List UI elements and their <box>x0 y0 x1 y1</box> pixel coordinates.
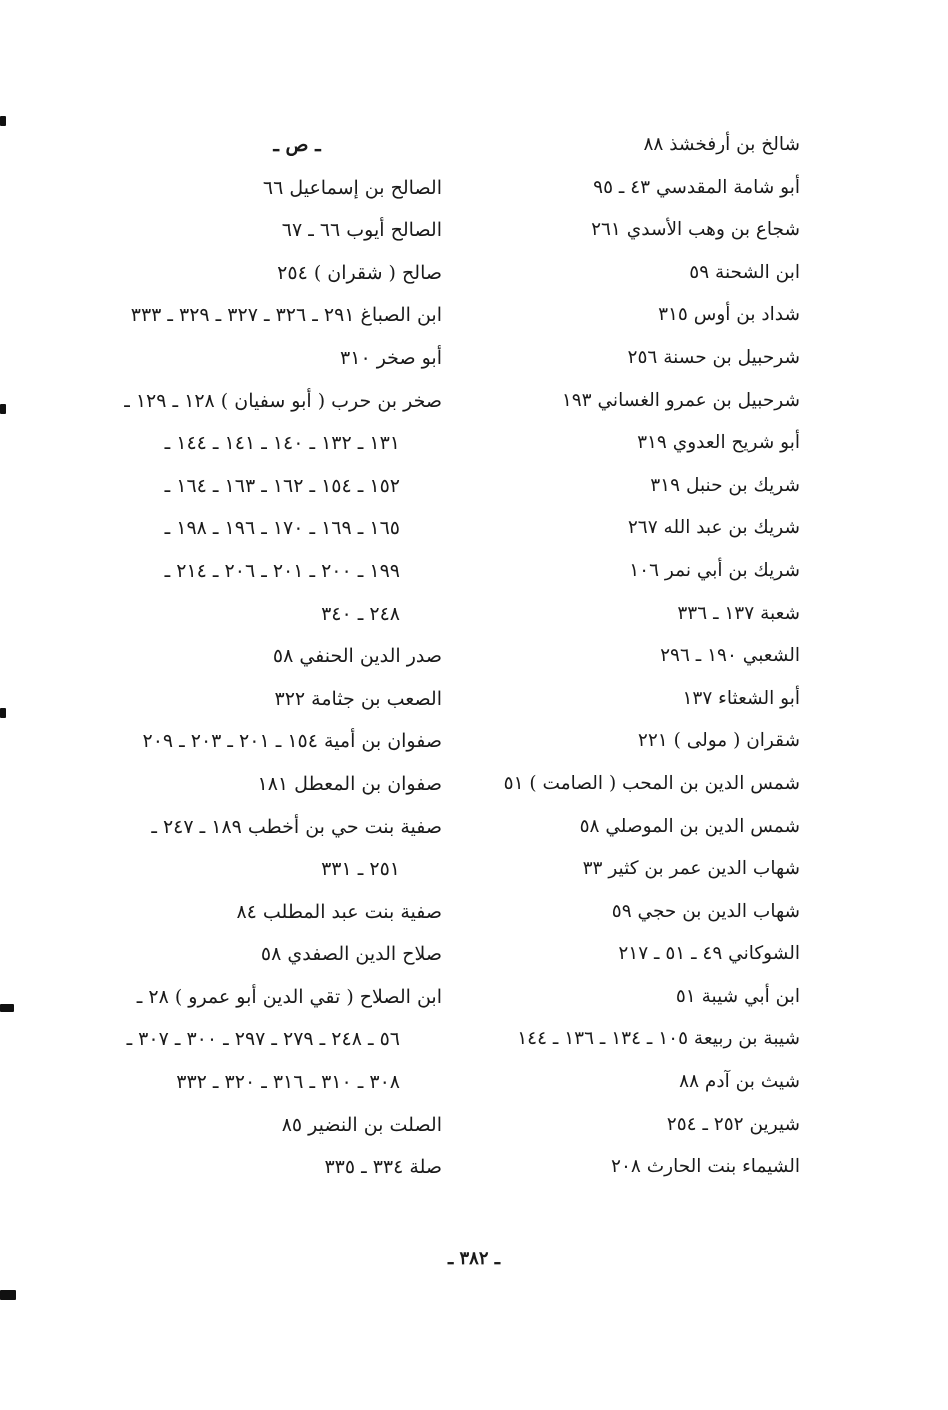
index-entry: صلاح الدين الصفدي ٥٨ <box>260 943 442 966</box>
index-entry-continuation: ١٩٩ ـ ٢٠٠ ـ ٢٠١ ـ ٢٠٦ ـ ٢١٤ ـ <box>164 559 400 582</box>
index-entry: صدر الدين الحنفي ٥٨ <box>272 645 442 668</box>
index-entry: شرحبيل بن حسنة ٢٥٦ <box>627 346 800 368</box>
index-entry: صلة ٣٣٤ ـ ٣٣٥ <box>324 1156 442 1179</box>
index-entry: أبو الشعثاء ١٣٧ <box>682 687 800 709</box>
index-entry: الشوكاني ٤٩ ـ ٥١ ـ ٢١٧ <box>618 943 800 965</box>
index-column-right <box>488 124 800 1189</box>
index-entry: شيث بن آدم ٨٨ <box>679 1071 800 1093</box>
index-entry: الصالح أيوب ٦٦ ـ ٦٧ <box>281 219 442 242</box>
scan-edge-mark <box>0 116 6 126</box>
index-entry: صالح ( شقران ) ٢٥٤ <box>277 261 442 284</box>
index-entry: أبو شريح العدوي ٣١٩ <box>637 432 800 454</box>
index-entry: شهاب الدين بن حجي ٥٩ <box>611 900 800 922</box>
index-entry: صفوان بن المعطل ١٨١ <box>257 772 442 795</box>
scan-edge-mark <box>0 404 6 414</box>
index-entry: شمس الدين بن المحب ( الصامت ) ٥١ <box>503 772 800 794</box>
index-entry-continuation: ١٦٥ ـ ١٦٩ ـ ١٧٠ ـ ١٩٦ ـ ١٩٨ ـ <box>164 517 400 540</box>
index-entry: أبو صخر ٣١٠ <box>340 346 442 369</box>
index-entry-continuation: ٣٠٨ ـ ٣١٠ ـ ٣١٦ ـ ٣٢٠ ـ ٣٣٢ <box>176 1071 400 1094</box>
index-entry: ابن الشحنة ٥٩ <box>689 261 800 283</box>
index-entry-continuation: ١٣١ ـ ١٣٢ ـ ١٤٠ ـ ١٤١ ـ ١٤٤ ـ <box>164 432 400 455</box>
index-entry: صخر بن حرب ( أبو سفيان ) ١٢٨ ـ ١٢٩ ـ <box>124 389 442 412</box>
scan-edge-mark <box>0 1290 16 1300</box>
index-entry: شريك بن أبي نمر ١٠٦ <box>629 559 800 581</box>
index-entry: شقران ( مولى ) ٢٢١ <box>637 730 800 752</box>
index-entry: شيبة بن ربيعة ١٠٥ ـ ١٣٤ ـ ١٣٦ ـ ١٤٤ <box>517 1028 800 1050</box>
index-entry: شهاب الدين عمر بن كثير ٣٣ <box>582 858 800 880</box>
index-entry: الشيماء بنت الحارث ٢٠٨ <box>611 1156 800 1178</box>
scan-edge-mark <box>0 708 6 718</box>
index-entry: ابن الصلاح ( تقي الدين أبو عمرو ) ٢٨ ـ <box>136 985 442 1008</box>
index-entry: شالخ بن أرفخشذ ٨٨ <box>643 134 800 155</box>
index-entry: الصعب بن جثامة ٣٢٢ <box>274 687 442 710</box>
index-entry: صفية بنت حي بن أخطب ١٨٩ ـ ٢٤٧ ـ <box>151 815 442 838</box>
index-entry-continuation: ٢٥١ ـ ٣٣١ <box>321 858 400 881</box>
index-entry: شعبة ١٣٧ ـ ٣٣٦ <box>677 602 800 624</box>
page-number: ـ ٣٨٢ ـ <box>447 1248 501 1269</box>
index-column-left <box>92 124 442 1189</box>
index-entry-continuation: ٢٤٨ ـ ٣٤٠ <box>321 602 400 625</box>
index-entry: شداد بن أوس ٣١٥ <box>658 304 800 326</box>
index-entry: شريك بن عبد الله ٢٦٧ <box>627 517 800 539</box>
index-entry: الصلت بن النضير ٨٥ <box>281 1113 442 1136</box>
index-entry-continuation: ٥٦ ـ ٢٤٨ ـ ٢٧٩ ـ ٢٩٧ ـ ٣٠٠ ـ ٣٠٧ ـ <box>126 1028 400 1051</box>
index-entry: ابن الصباغ ٢٩١ ـ ٣٢٦ ـ ٣٢٧ ـ ٣٢٩ ـ ٣٣٣ <box>130 304 442 327</box>
index-entry: شجاع بن وهب الأسدي ٢٦١ <box>591 219 800 241</box>
index-entry-continuation: ١٥٢ ـ ١٥٤ ـ ١٦٢ ـ ١٦٣ ـ ١٦٤ ـ <box>164 474 400 497</box>
index-entry: صفية بنت عبد المطلب ٨٤ <box>236 900 442 923</box>
index-entry: الصالح بن إسماعيل ٦٦ <box>262 176 442 199</box>
index-entry: شمس الدين بن الموصلي ٥٨ <box>579 815 800 837</box>
index-entry: شيرين ٢٥٢ ـ ٢٥٤ <box>666 1113 800 1135</box>
index-entry: صفوان بن أمية ١٥٤ ـ ٢٠١ ـ ٢٠٣ ـ ٢٠٩ <box>142 730 442 753</box>
index-entry: أبو شامة المقدسي ٤٣ ـ ٩٥ <box>593 176 800 198</box>
index-entry: الشعبي ١٩٠ ـ ٢٩٦ <box>660 645 800 667</box>
index-entry: ابن أبي شيبة ٥١ <box>675 985 800 1007</box>
index-entry: شرحبيل بن عمرو الغساني ١٩٣ <box>561 389 800 411</box>
scan-edge-mark <box>0 1004 14 1012</box>
section-header-sad: ـ ص ـ <box>273 134 321 156</box>
index-entry: شريك بن حنبل ٣١٩ <box>650 474 800 496</box>
